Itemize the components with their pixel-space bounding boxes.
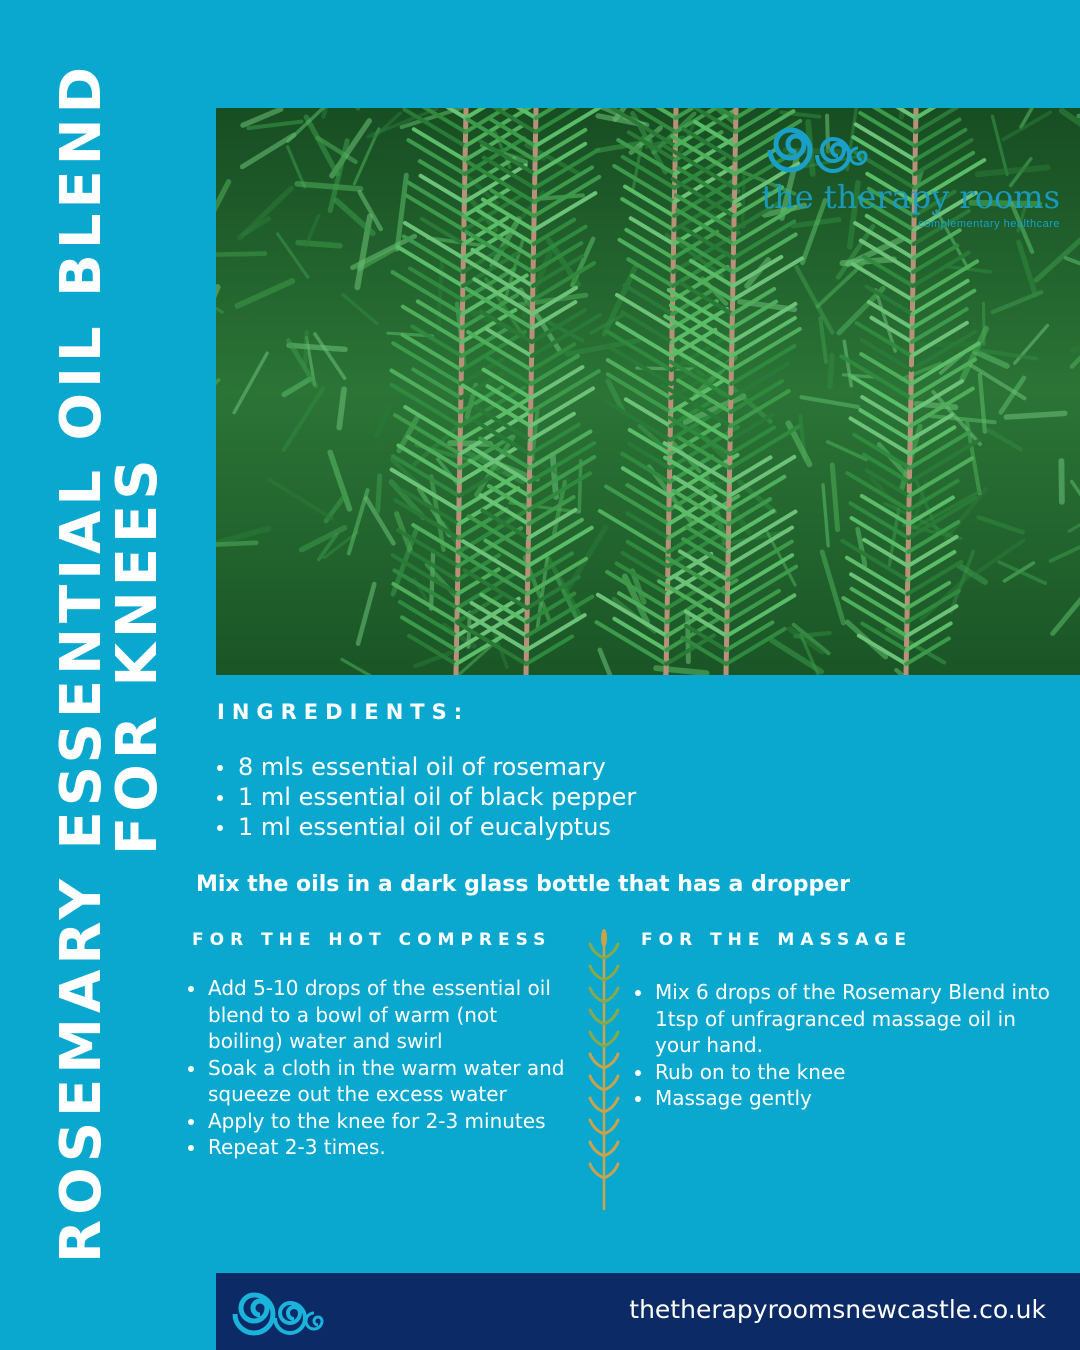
list-item: Apply to the knee for 2-3 minutes bbox=[208, 1108, 578, 1135]
ingredients-list bbox=[238, 752, 636, 842]
logo-tagline: complementary healthcare bbox=[918, 218, 1060, 230]
list-item: Massage gently bbox=[655, 1085, 1065, 1112]
list-item: 1 ml essential oil of black pepper bbox=[238, 783, 637, 811]
list-item: Rub on to the knee bbox=[655, 1059, 1065, 1086]
rosemary-sprig-icon bbox=[584, 928, 624, 1213]
list-item: Add 5-10 drops of the essential oil blend to a bowl of warm (not boiling) water and swirl bbox=[208, 975, 578, 1055]
website-link[interactable]: thetherapyroomsnewcastle.co.uk bbox=[629, 1295, 1046, 1324]
list-item: Soak a cloth in the warm water and squeeze out the excess water bbox=[208, 1055, 578, 1108]
swirl-logo-icon bbox=[766, 120, 876, 180]
rosemary-photo bbox=[216, 108, 1080, 675]
massage-steps bbox=[655, 979, 1065, 1112]
ingredients-heading: INGREDIENTS: bbox=[217, 700, 470, 724]
list-item: 1 ml essential oil of eucalyptus bbox=[238, 812, 636, 842]
title-column bbox=[30, 61, 180, 1263]
hot-compress-heading: FOR THE HOT COMPRESS bbox=[192, 930, 552, 950]
list-item: Mix 6 drops of the Rosemary Blend into 1tsp of unfragranced massage oil in your hand. bbox=[655, 979, 1065, 1059]
massage-heading: FOR THE MASSAGE bbox=[641, 930, 912, 950]
swirl-logo-icon bbox=[232, 1285, 332, 1341]
list-item: 8 mls essential oil of rosemary bbox=[238, 752, 636, 782]
footer-bar bbox=[216, 1273, 1080, 1350]
mix-instruction: Mix the oils in a dark glass bottle that has a dropper bbox=[196, 872, 851, 897]
page-title-line-1: ROSEMARY ESSENTIAL OIL BLEND bbox=[49, 61, 114, 1263]
hot-compress-steps bbox=[208, 975, 578, 1161]
therapy-rooms-logo bbox=[761, 120, 1066, 230]
logo-name: the therapy rooms bbox=[761, 178, 1060, 216]
page-title-line-2: FOR KNEES bbox=[105, 454, 170, 855]
list-item: Repeat 2-3 times. bbox=[208, 1134, 578, 1161]
